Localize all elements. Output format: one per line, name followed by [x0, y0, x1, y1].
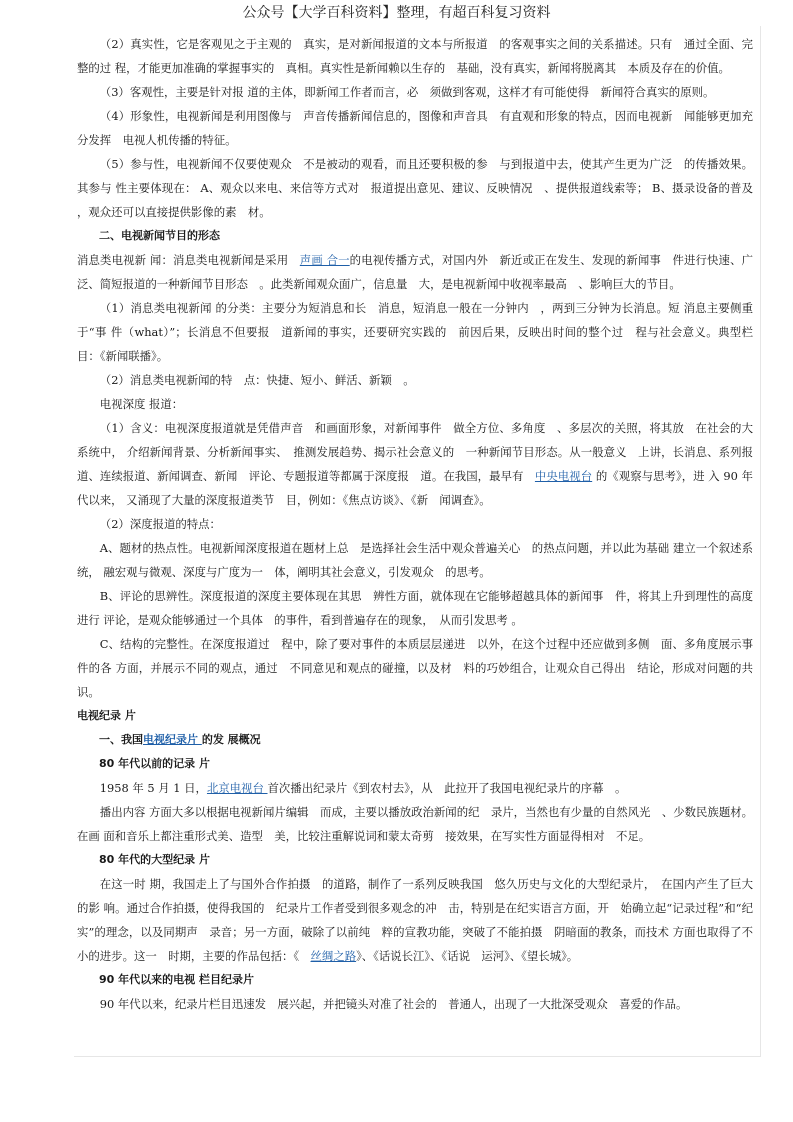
subheading-90s: 90 年代以来的电视 栏目纪录片 — [99, 973, 254, 986]
paragraph-objectivity: （3）客观性，主要是针对报 道的主体，即新闻工作者而言，必 须做到客观，这样才有可能使得 新闻符合真实的原则。 — [99, 85, 715, 99]
text-run: 的发 展概况 — [201, 733, 261, 746]
link-tv-documentary[interactable]: 电视纪录片 — [143, 733, 202, 746]
text-run: 1958 年 5 月 1 日， — [99, 781, 207, 795]
text-run: （1）含义：电视深度报道就是凭借声音 和画面形象，对新闻事件 做全方位、多角度 、多层次的关照，将其放 在社会的大系统中， 介绍新闻背景、分析新闻事实、 推测发展趋势、揭示社会意义的 一种新闻节目形态。从一般意义 上讲，长消息、系列报 道、连续报道、新闻调查、新闻 评论、专题报道等都属于深度报 道。在我国，最早有 — [77, 421, 753, 483]
paragraph-feature-a: A、题材的热点性。电视新闻深度报道在题材上总 是选择社会生活中观众普遍关心 的热点问题，并以此为基础 建立一个叙述系统， 融宏观与微观、深度与广度为一 体，阐明其社会意义，引发观众 的思考。 — [77, 541, 753, 579]
paragraph-authenticity: （2）真实性，它是客观见之于主观的 真实，是对新闻报道的文本与所报道 的客观事实之间的关系描述。只有 通过全面、完整的过 程，才能更加准确的掌握事实的 真相。真实性是新闻赖以生存的 基础，没有真实，新闻将脱离其 本质及存在的价值。 — [77, 37, 753, 75]
link-silk-road[interactable]: 丝绸之路 — [310, 949, 357, 963]
paragraph-news-categories: （1）消息类电视新闻 的分类：主要分为短消息和长 消息，短消息一般在一分钟内 ，两到三分钟为长消息。短 消息主要侧重于“事 件（what）”；长消息不但要报 道新闻的事实，还要研究实践的 前因后果，反映出时间的整个过 程与社会意义。典型栏 目：《新闻联播》。 — [77, 301, 753, 363]
text-run: 首次播出纪录片《到农村去》，从 此拉开了我国电视纪录片的序幕 。 — [267, 781, 627, 795]
paragraph-participation: （5）参与性，电视新闻不仅要使观众 不是被动的观看，而且还要积极的参 与到报道中去，使其产生更为广泛 的传播效果。其参与 性主要体现在： A、观众以来电、来信等方式对 报道提出意见、建议、反映情况 、提供报道线索等； B、摄录设备的普及 ，观众还可以直接提供影像的素 材。 — [77, 157, 753, 219]
text-run: 的电视传播方式，对国内外 新近或正在发生、发现的新闻事 件进行快速、广泛、简短报道的一种新闻节目形态 。此类新闻观众面广，信息量 大，是电视新闻中收视率最高 、影响巨大的节目。 — [77, 253, 754, 291]
paragraph-feature-b: B、评论的思辨性。深度报道的深度主要体现在其思 辨性方面，就体现在它能够超越具体的新闻事 件，将其上升到理性的高度进行 评论，是观众能够通过一个具体 的事件，看到普遍存在的现象， 从而引发思考 。 — [77, 589, 753, 627]
paragraph-news-features: （2）消息类电视新闻的特 点：快捷、短小、鲜活、新颖 。 — [99, 373, 415, 387]
paragraph-imagery: （4）形象性，电视新闻是利用图像与 声音传播新闻信息的，图像和声音具 有直观和形象的特点，因而电视新 闻能够更加充分发挥 电视人机传播的特征。 — [77, 109, 753, 147]
paragraph-1958 — [77, 776, 753, 800]
subheading-documentary-overview — [77, 728, 753, 752]
paragraph-80s-coproduction — [77, 872, 753, 968]
document-page — [74, 26, 761, 1057]
text-run: 》、《话说长江》、《话说 运河》、《望长城》。 — [356, 949, 579, 963]
page-header: 公众号【大学百科资料】整理，有超百科复习资料 — [242, 5, 551, 21]
text-run: 在这一时 期，我国走上了与国外合作拍摄 的道路，制作了一系列反映我国 悠久历史与文化的大型纪录片， 在国内产生了巨大的影 响。通过合作拍摄，使得我国的 纪录片工作者受到很多观念的冲 击，特别是在纪实语言方面，开 始确立起“记录过程”和“纪实”的理念，以及同期声 录音；另一方面，破除了以前纯 粹的宣教功能，突破了不能拍摄 阴暗面的教条，而技术 方面也取得了不小的进步。这一 时期，主要的作品包括：《 — [77, 877, 753, 963]
link-sound-picture[interactable]: 声画 合一 — [299, 253, 350, 267]
section-heading-documentary: 电视纪录 片 — [77, 709, 136, 722]
text-run: 一、我国 — [99, 733, 143, 746]
paragraph-broadcast-content: 播出内容 方面大多以根据电视新闻片编辑 而成，主要以播放政治新闻的纪 录片，当然也有少量的自然风光 、少数民族题材。在画 面和音乐上都注重形式美、造型 美，比较注重解说词和蒙太奇剪 接效果，在写实性方面显得相对 不足。 — [77, 805, 753, 843]
paragraph-depth-report-title: 电视深度 报道： — [99, 397, 184, 411]
document-body — [77, 32, 753, 1016]
text-run: 消息类电视新 闻：消息类电视新闻是采用 — [77, 253, 300, 267]
subheading-pre-80s: 80 年代以前的记录 片 — [99, 757, 210, 770]
subheading-80s: 80 年代的大型纪录 片 — [99, 853, 210, 866]
link-beijing-tv[interactable]: 北京电视台 — [206, 781, 268, 795]
paragraph-90s: 90 年代以来，纪录片栏目迅速发 展兴起，并把镜头对准了社会的 普通人，出现了一大批深受观众 喜爱的作品。 — [99, 997, 688, 1011]
paragraph-feature-c: C、结构的完整性。在深度报道过 程中，除了要对事件的本质层层递进 以外，在这个过程中还应做到多侧 面、多角度展示事件的各 方面，并展示不同的观点，通过 不同意见和观点的碰撞，以及材 料的巧妙组合，让观众自己得出 结论，形成对问题的共 识。 — [77, 637, 753, 699]
text-run: 的《观察与思考》，进 入 90 年代以来， 又涌现了大量的深度报道类节 目，例如：《焦点访谈》、《新 闻调查》。 — [77, 469, 753, 507]
paragraph-depth-definition — [77, 416, 753, 512]
section-heading-tv-news-forms: 二、电视新闻节目的形态 — [99, 229, 220, 242]
paragraph-depth-features: （2）深度报道的特点： — [99, 517, 221, 531]
link-cctv[interactable]: 中央电视台 — [534, 469, 593, 483]
paragraph-news-definition — [77, 248, 753, 296]
